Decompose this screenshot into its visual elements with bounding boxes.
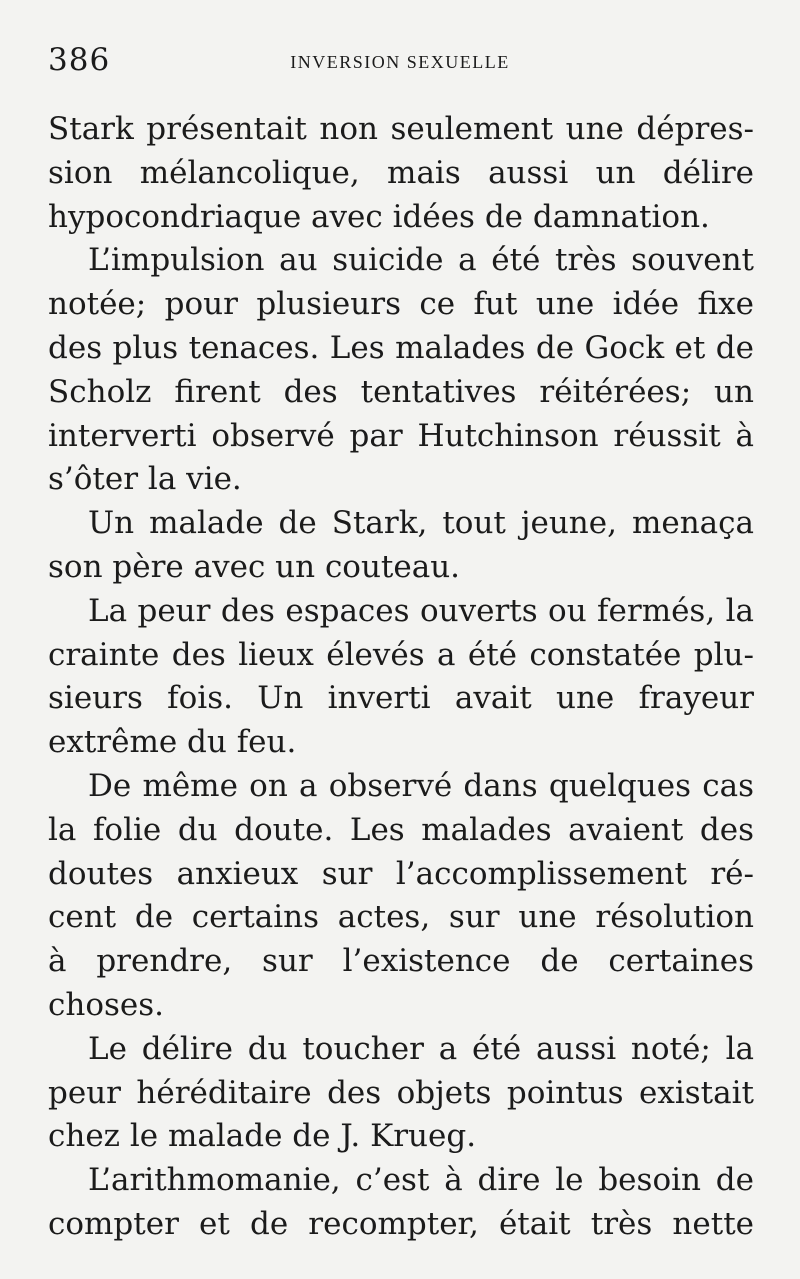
text-line: peur héréditaire des objets pointus existait [48,1074,754,1111]
text-line: cent de certains actes, sur une résolution [48,899,754,936]
running-title: INVERSION SEXUELLE [290,52,510,72]
text-line: à prendre, sur l’existence de certaines [48,943,754,980]
text-line: choses. [48,986,165,1023]
text-line: hypocondriaque avec idées de damnation. [48,198,710,235]
text-line: Le délire du toucher a été aussi noté; la [88,1030,754,1067]
body-text [48,108,754,1247]
text-line: sion mélancolique, mais aussi un délire [48,154,754,191]
text-line: doutes anxieux sur l’accomplissement ré- [48,855,754,892]
text-line: interverti observé par Hutchinson réussit à [48,417,754,454]
text-line: crainte des lieux élevés a été constatée plu- [48,636,754,673]
text-line: des plus tenaces. Les malades de Gock et de [48,329,754,366]
page-number: 386 [48,42,111,78]
text-line: son père avec un couteau. [48,548,461,585]
text-line: L’arithmomanie, c’est à dire le besoin de [88,1162,754,1199]
text-line: L’impulsion au suicide a été très souvent [88,242,754,279]
text-line: La peur des espaces ouverts ou fermés, la [88,592,754,629]
text-line: s’ôter la vie. [48,461,242,498]
text-line: sieurs fois. Un inverti avait une frayeur [48,680,754,717]
text-line: la folie du doute. Les malades avaient des [48,811,754,848]
page-header [48,42,752,86]
text-line: Scholz firent des tentatives réitérées; un [48,373,754,410]
text-line: Stark présentait non seulement une dépres- [48,111,754,147]
text-line: Un malade de Stark, tout jeune, menaça [88,505,754,542]
text-line: De même on a observé dans quelques cas [88,767,754,804]
text-line: compter et de recompter, était très nette [48,1205,754,1242]
text-line: notée; pour plusieurs ce fut une idée fixe [48,286,754,323]
text-line: extrême du feu. [48,724,297,761]
text-line: chez le malade de J. Krueg. [48,1118,477,1155]
